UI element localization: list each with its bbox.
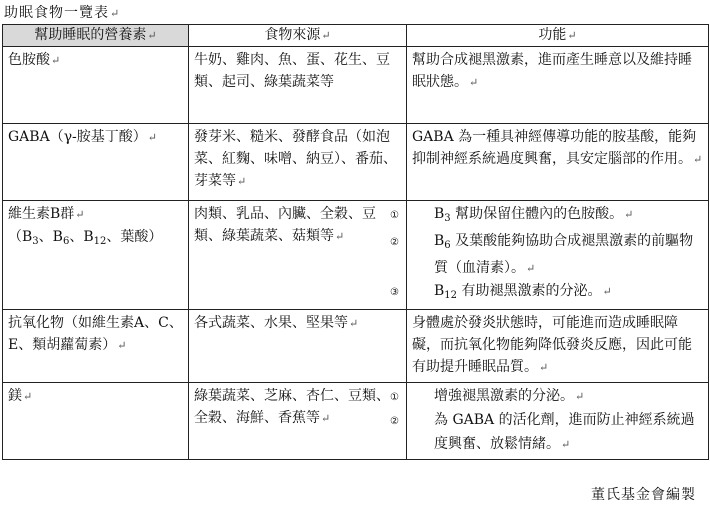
- function-cell: [390, 201, 709, 310]
- table-row: [3, 310, 709, 383]
- table-row: [3, 124, 709, 201]
- footer-credit: 董氏基金會編製: [591, 487, 696, 503]
- function-item: ② $B_6$ 及葉酸能夠協助合成褪黑激素的前驅物質（血清素）。↵: [390, 233, 694, 276]
- source-cell: 發芽米、糙米、發酵食品（如泡菜、紅麴、味噌、納豆）、番茄、芽菜等↵: [189, 124, 407, 201]
- table-row: [3, 383, 709, 460]
- source-cell: 牛奶、雞肉、魚、蛋、花生、豆類、起司、綠葉蔬菜等: [189, 47, 407, 124]
- nutrient-cell: 色胺酸↵: [3, 47, 189, 124]
- source-cell: 肉類、乳品、內臟、全穀、豆類、綠葉蔬菜、菇類等↵: [189, 201, 407, 310]
- function-item: ③ $B_{12}$ 有助褪黑激素的分泌。↵: [390, 283, 612, 301]
- nutrient-cell: 維生素B群↵ （$B_3$、$B_6$、$B_{12}$、葉酸）: [3, 201, 189, 310]
- function-item: ① 增強褪黑激素的分泌。↵: [390, 388, 585, 404]
- nutrient-cell: 鎂↵: [3, 383, 189, 460]
- function-cell: 身體處於發炎狀態時，可能進而造成睡眠障礙，而抗氧化物能夠降低發炎反應，因此可能有助提升睡眠品質。↵: [407, 310, 709, 383]
- function-item: ② 為 GABA 的活化劑，進而防止神經系統過度興奮、放鬆情緒。↵: [390, 412, 695, 452]
- nutrient-cell: GABA（γ-胺基丁酸）↵: [3, 124, 189, 201]
- header-source: 食物來源↵: [189, 25, 407, 47]
- function-item: ① $B_3$ 幫助保留住體內的色胺酸。↵: [390, 206, 634, 224]
- nutrient-cell: 抗氧化物（如維生素A、C、E、類胡蘿蔔素）↵: [3, 310, 189, 383]
- table-header-row: [3, 25, 709, 47]
- table-row: [3, 47, 709, 124]
- header-nutrient: 幫助睡眠的營養素↵: [3, 25, 189, 47]
- header-function: 功能↵: [407, 25, 709, 47]
- function-cell: GABA 為一種具神經傳導功能的胺基酸，能夠抑制神經系統過度興奮，具安定腦部的作用。↵: [407, 124, 709, 201]
- function-cell: [390, 383, 709, 460]
- function-cell: 幫助合成褪黑激素，進而產生睡意以及維持睡眠狀態。↵: [407, 47, 709, 124]
- source-cell: 各式蔬菜、水果、堅果等↵: [189, 310, 407, 383]
- table-row: [3, 201, 709, 310]
- source-cell: 綠葉蔬菜、芝麻、杏仁、豆類、全穀、海鮮、香蕉等↵: [189, 383, 407, 460]
- food-table: [2, 24, 709, 460]
- table-title: 助眠食物一覽表↵: [4, 5, 121, 21]
